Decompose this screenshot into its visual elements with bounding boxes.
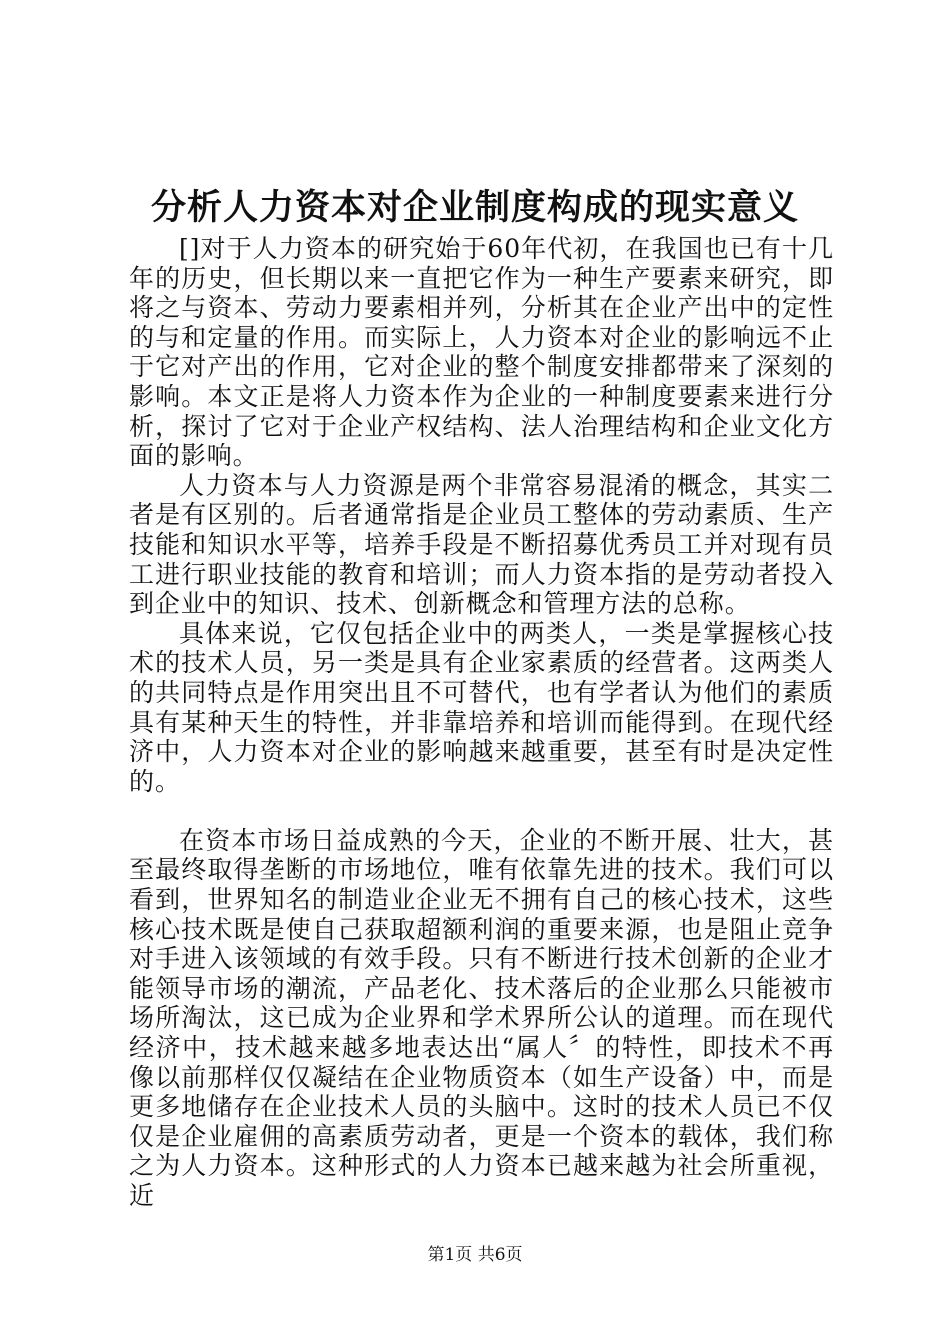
document-title: 分析人力资本对企业制度构成的现实意义 xyxy=(150,187,799,228)
paragraph-4: 在资本市场日益成熟的今天，企业的不断开展、壮大，甚至最终取得垄断的市场地位，唯有依靠先进的技术。我们可以看到，世界知名的制造业企业无不拥有自己的核心技术，这些核心技术既是使自己获取超额利润的重要来源，也是阻止竞争对手进入该领域的有效手段。只有不断进行技术创新的企业才能领导市场的潮流，产品老化、技术落后的企业那么只能被市场所淘汰，这已成为企业界和学术界所公认的道理。而在现代经济中，技术越来越多地表达出“属人〞的特性，即技术不再像以前那样仅仅凝结在企业物质资本（如生产设备）中，而是更多地储存在企业技术人员的头脑中。这时的技术人员已不仅仅是企业雇佣的高素质劳动者，更是一个资本的载体，我们称之为人力资本。这种形式的人力资本已越来越为社会所重视，近 xyxy=(129,825,834,1210)
document-body xyxy=(129,234,834,1211)
page-footer: 第1页 共6页 xyxy=(427,1245,523,1265)
paragraph-3: 具体来说，它仅包括企业中的两类人，一类是掌握核心技术的技术人员，另一类是具有企业家素质的经营者。这两类人的共同特点是作用突出且不可替代，也有学者认为他们的素质具有某种天生的特性，并非靠培养和培训而能得到。在现代经济中，人力资本对企业的影响越来越重要，甚至有时是决定性的。 xyxy=(129,618,834,796)
paragraph-1: []对于人力资本的研究始于60年代初，在我国也已有十几年的历史，但长期以来一直把它作为一种生产要素来研究，即将之与资本、劳动力要素相并列，分析其在企业产出中的定性的与和定量的作用。而实际上，人力资本对企业的影响远不止于它对产出的作用，它对企业的整个制度安排都带来了深刻的影响。本文正是将人力资本作为企业的一种制度要素来进行分析，探讨了它对于企业产权结构、法人治理结构和企业文化方面的影响。 xyxy=(129,234,834,471)
paragraph-2: 人力资本与人力资源是两个非常容易混淆的概念，其实二者是有区别的。后者通常指是企业员工整体的劳动素质、生产技能和知识水平等，培养手段是不断招募优秀员工并对现有员工进行职业技能的教育和培训；而人力资本指的是劳动者投入到企业中的知识、技术、创新概念和管理方法的总称。 xyxy=(129,470,834,619)
